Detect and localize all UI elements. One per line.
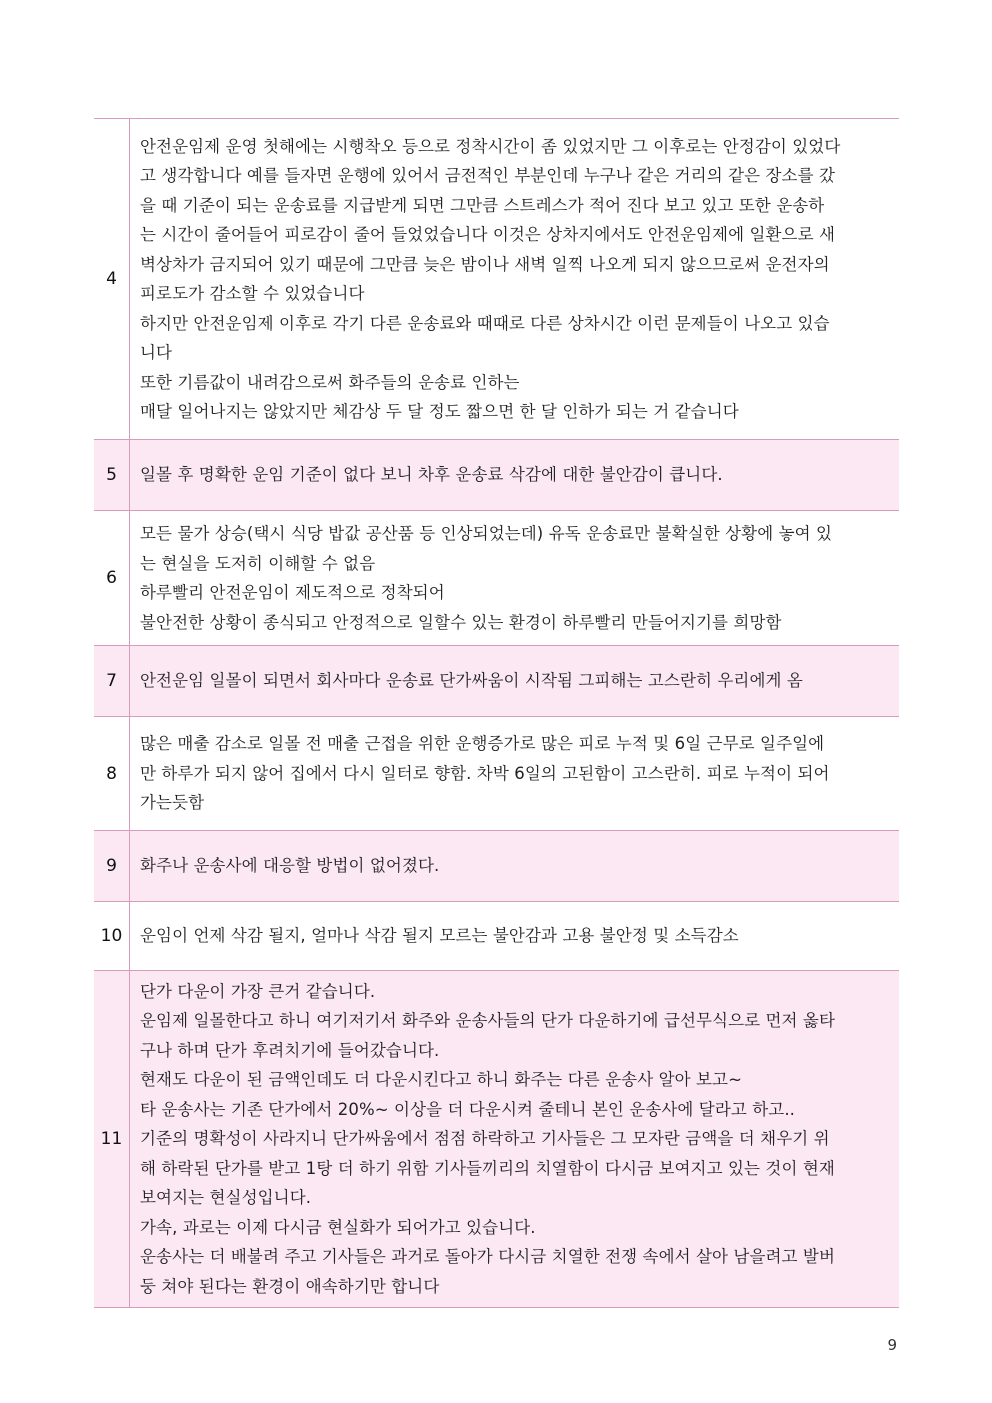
table-row: [94, 119, 899, 440]
content-line: 는 시간이 줄어들어 피로감이 줄어 들었었습니다 이것은 상차지에서도 안전운임제에 일환으로 새: [140, 225, 836, 244]
content-line: 기준의 명확성이 사라지니 단가싸움에서 점점 하락하고 기사들은 그 모자란 금액을 더 채우기 위: [140, 1129, 830, 1149]
row-number: 4: [94, 119, 130, 440]
content-line: 하루빨리 안전운임이 제도적으로 정착되어: [140, 583, 445, 602]
content-line: 일몰 후 명확한 운임 기준이 없다 보니 차후 운송료 삭감에 대한 불안감이 큽니다.: [140, 465, 723, 485]
content-line: 매달 일어나지는 않았지만 체감상 두 달 정도 짧으면 한 달 인하가 되는 거 같습니다: [140, 402, 739, 421]
content-line: 가는듯함: [140, 793, 205, 813]
content-line: 둥 쳐야 된다는 환경이 애속하기만 합니다: [140, 1276, 440, 1296]
content-line: 단가 다운이 가장 큰거 같습니다.: [140, 981, 376, 1001]
content-line: 는 현실을 도저히 이해할 수 없음: [140, 553, 376, 573]
content-line: 구나 하며 단가 후려치기에 들어갔습니다.: [140, 1040, 440, 1060]
content-line: 운송사는 더 배불려 주고 기사들은 과거로 돌아가 다시금 치열한 전쟁 속에서 살아 남을려고 발버: [140, 1247, 836, 1267]
content-line: 니다: [140, 343, 173, 362]
row-number: 10: [94, 902, 130, 971]
table-row: [94, 440, 899, 511]
row-number: 7: [94, 646, 130, 717]
content-line: 해 하락된 단가를 받고 1탕 더 하기 위함 기사들끼리의 치열함이 다시금 보여지고 있는 것이 현재: [140, 1158, 835, 1178]
table-row: [94, 717, 899, 831]
content-line: 많은 매출 감소로 일몰 전 매출 근접을 위한 운행증가로 많은 피로 누적 및 6일 근무로 일주일에: [140, 734, 825, 754]
row-content: [130, 440, 900, 511]
content-line: 피로도가 감소할 수 있었습니다: [140, 284, 365, 303]
content-line: 현재도 다운이 된 금액인데도 더 다운시킨다고 하니 화주는 다른 운송사 알아 보고~: [140, 1070, 743, 1090]
row-content: [130, 717, 900, 831]
row-number: 9: [94, 831, 130, 902]
content-line: 또한 기름값이 내려감으로써 화주들의 운송료 인하는: [140, 372, 520, 392]
content-line: 만 하루가 되지 않어 집에서 다시 일터로 향함. 차박 6일의 고된함이 고스란히. 피로 누적이 되어: [140, 763, 830, 783]
table-row: [94, 971, 899, 1308]
row-content: [130, 831, 900, 902]
content-line: 가속, 과로는 이제 다시금 현실화가 되어가고 있습니다.: [140, 1217, 536, 1237]
content-line: 불안전한 상황이 종식되고 안정적으로 일할수 있는 환경이 하루빨리 만들어지기를 희망함: [140, 612, 782, 632]
row-content: [130, 902, 900, 971]
content-line: 안전운임제 운영 첫해에는 시행착오 등으로 정착시간이 좀 있었지만 그 이후로는 안정감이 있었다: [140, 136, 841, 156]
content-line: 운임이 언제 삭감 될지, 얼마나 삭감 될지 모르는 불안감과 고용 불안정 및 소득감소: [140, 926, 739, 946]
row-number: 5: [94, 440, 130, 511]
page-number: 9: [887, 1336, 897, 1354]
table-row: [94, 902, 899, 971]
row-number: 8: [94, 717, 130, 831]
content-line: 안전운임 일몰이 되면서 회사마다 운송료 단가싸움이 시작됨 그피해는 고스란히 우리에게 옴: [140, 671, 803, 691]
row-number: 6: [94, 511, 130, 646]
content-line: 모든 물가 상승(택시 식당 밥값 공산품 등 인상되었는데) 유독 운송료만 불확실한 상황에 놓여 있: [140, 524, 833, 543]
responses-table: [94, 118, 899, 1308]
table-row: [94, 646, 899, 717]
row-content: [130, 511, 900, 646]
content-line: 벽상차가 금지되어 있기 때문에 그만큼 늦은 밤이나 새벽 일찍 나오게 되지 않으므로써 운전자의: [140, 254, 830, 274]
row-content: [130, 119, 900, 440]
content-line: 고 생각합니다 예를 들자면 운행에 있어서 금전적인 부분인데 누구나 같은 거리의 같은 장소를 갔: [140, 166, 836, 185]
row-content: [130, 971, 900, 1308]
content-line: 타 운송사는 기존 단가에서 20%~ 이상을 더 다운시켜 줄테니 본인 운송사에 달라고 하고..: [140, 1099, 796, 1119]
row-content: [130, 646, 900, 717]
content-line: 보여지는 현실성입니다.: [140, 1188, 312, 1208]
row-number: 11: [94, 971, 130, 1308]
content-line: 하지만 안전운임제 이후로 각기 다른 운송료와 때때로 다른 상차시간 이런 문제들이 나오고 있습: [140, 313, 830, 333]
content-line: 을 때 기준이 되는 운송료를 지급받게 되면 그만큼 스트레스가 적어 진다 보고 있고 또한 운송하: [140, 195, 825, 215]
content-line: 운임제 일몰한다고 하니 여기저기서 화주와 운송사들의 단가 다운하기에 급선무식으로 먼저 옳타: [140, 1011, 836, 1031]
content-line: 화주나 운송사에 대응할 방법이 없어졌다.: [140, 856, 440, 876]
table-row: [94, 831, 899, 902]
table-row: [94, 511, 899, 646]
